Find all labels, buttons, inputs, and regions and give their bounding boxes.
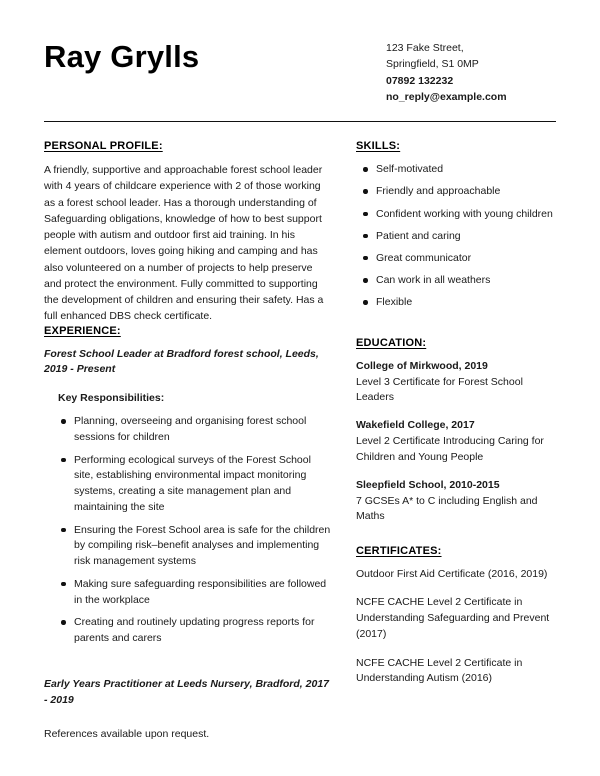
list-item: Planning, overseeing and organising forest school sessions for children: [74, 414, 332, 446]
contact-address-line2: Springfield, S1 0MP: [386, 58, 479, 71]
list-item: Friendly and approachable: [376, 184, 556, 199]
list-item: Making sure safeguarding responsibilities are followed in the workplace: [74, 577, 332, 609]
list-item: Patient and caring: [376, 229, 556, 244]
experience-heading: EXPERIENCE:: [44, 324, 121, 337]
list-item: Creating and routinely updating progress reports for parents and carers: [74, 615, 332, 647]
skills-list: [356, 162, 556, 311]
list-item: Confident working with young children: [376, 207, 556, 222]
right-column: [356, 140, 556, 743]
certificates-heading: CERTIFICATES:: [356, 544, 442, 557]
responsibilities-heading: Key Responsibilities:: [58, 392, 165, 405]
personal-profile-text: A friendly, supportive and approachable forest school leader with 4 years of childcare experience with 2 of those working as a forest school leader. Has a thorough understanding of Safeguarding obligations, knowledge of how to best support people with autism and outdoor first aid training. In his element outdoors, loves going hiking and camping and has also volunteered on a number of projects to help preserve and protect the environment. Fully committed to supporting the development of children and ensuring their safety. Has a full enhanced DBS check certificate.: [44, 164, 324, 323]
contact-phone: 07892 132232: [386, 74, 454, 87]
education-school: College of Mirkwood, 2019: [356, 359, 488, 372]
job-title: Early Years Practitioner at Leeds Nursery, Bradford, 2017 - 2019: [44, 677, 329, 706]
education-school: Sleepfield School, 2010-2015: [356, 478, 500, 491]
resume-body: [44, 140, 556, 743]
list-item: Self-motivated: [376, 162, 556, 177]
resume-header: [44, 34, 556, 105]
education-entry: [356, 418, 556, 465]
education-entry: [356, 359, 556, 406]
skills-heading: SKILLS:: [356, 140, 401, 153]
left-column: [44, 140, 356, 743]
education-heading: EDUCATION:: [356, 336, 427, 349]
list-item: Performing ecological surveys of the Forest School site, establishing environmental impact monitoring systems, creating a site management plan and maintaining the site: [74, 453, 332, 516]
education-detail: Level 2 Certificate Introducing Caring for Children and Young People: [356, 435, 544, 463]
job-title: Forest School Leader at Bradford forest school, Leeds, 2019 - Present: [44, 347, 319, 376]
contact-email: no_reply@example.com: [386, 90, 507, 103]
certificate-entry: NCFE CACHE Level 2 Certificate in Understanding Safeguarding and Prevent (2017): [356, 596, 550, 640]
contact-address-line1: 123 Fake Street,: [386, 42, 464, 54]
experience-item: [44, 347, 332, 647]
experience-item: [44, 677, 332, 709]
header-divider: [44, 121, 556, 122]
list-item: Flexible: [376, 295, 556, 310]
certificate-entry: Outdoor First Aid Certificate (2016, 2019): [356, 567, 548, 580]
list-item: Ensuring the Forest School area is safe for the children by compiling risk–benefit analyses and implementing risk management systems: [74, 523, 332, 570]
responsibilities-list: [44, 414, 332, 647]
education-detail: 7 GCSEs A* to C including English and Maths: [356, 495, 538, 523]
certificate-entry: NCFE CACHE Level 2 Certificate in Understanding Autism (2016): [356, 656, 523, 685]
candidate-name: Ray Grylls: [44, 39, 200, 74]
education-school: Wakefield College, 2017: [356, 419, 475, 432]
education-detail: Level 3 Certificate for Forest School Leaders: [356, 375, 523, 404]
list-item: Can work in all weathers: [376, 273, 556, 288]
list-item: Great communicator: [376, 251, 556, 266]
education-entry: [356, 478, 556, 525]
references-note: References available upon request.: [44, 728, 210, 741]
personal-profile-heading: PERSONAL PROFILE:: [44, 140, 163, 153]
contact-block: [386, 34, 556, 105]
